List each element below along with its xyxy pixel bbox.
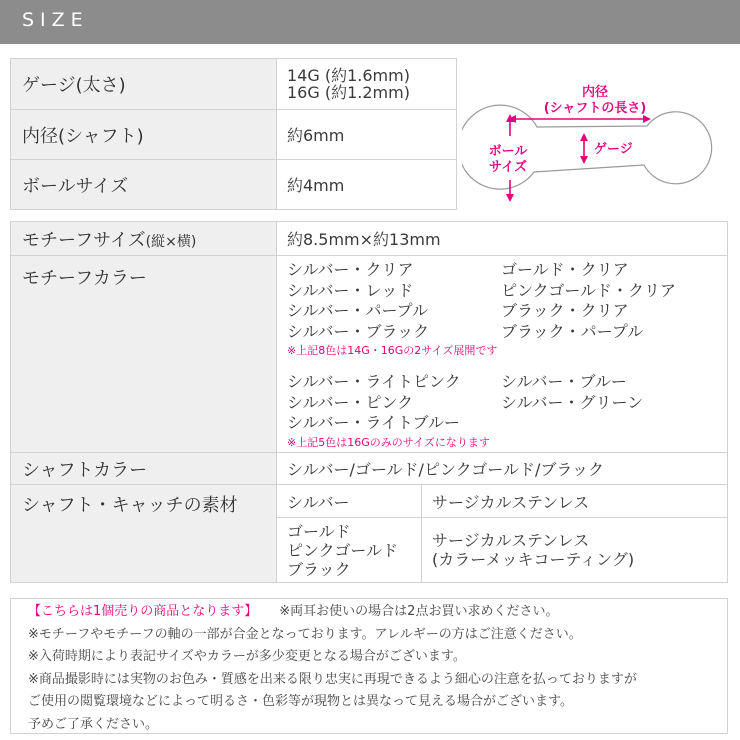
diagram-ball-text-line2: サイズ — [489, 160, 527, 175]
color-item: ブラック・パープル — [501, 321, 644, 341]
color-item: シルバー・レッド — [287, 280, 414, 300]
gauge-row — [11, 59, 457, 110]
material-color-other — [277, 518, 422, 583]
color-group-2-left — [287, 372, 501, 434]
notice-line-4: ※商品撮影時には実物のお色み・質感を出来る限り忠実に再現できるよう細心の注意を払っておりますが — [28, 671, 637, 687]
color-item: シルバー・クリア — [287, 260, 414, 279]
color-group-1-left — [287, 260, 501, 342]
color-note-1: ※上記8色は14G・16Gの2サイズ展開です — [287, 344, 498, 357]
shaft-label: 内径(シャフト) — [11, 110, 277, 160]
notice-line-2: ※モチーフやモチーフの軸の一部が合金となっております。アレルギーの方はご注意ください。 — [28, 626, 582, 642]
motif-size-label-main: モチーフサイズ — [22, 229, 146, 251]
gauge-value — [277, 59, 457, 110]
color-item: シルバー・ブラック — [287, 321, 430, 341]
color-group-1-right — [501, 260, 676, 342]
color-group-2-right — [501, 372, 643, 434]
color-item: シルバー・ブルー — [501, 372, 627, 391]
gauge-value-16g: 16G (約1.2mm) — [287, 83, 410, 102]
color-item: シルバー・ライトブルー — [287, 413, 460, 432]
color-item: ゴールド・クリア — [501, 260, 629, 279]
gauge-value-14g: 14G (約1.6mm) — [287, 66, 410, 85]
basic-spec-table — [10, 58, 457, 210]
diagram-shaft-length-text: (シャフトの長さ) — [543, 101, 647, 116]
color-item: シルバー・ピンク — [287, 392, 414, 412]
shaft-color-row — [11, 453, 728, 485]
material-item: (カラーメッキコーティング) — [432, 550, 635, 569]
size-header — [0, 0, 740, 44]
diagram-ball-text-line1: ボール — [488, 144, 528, 159]
gauge-label: ゲージ(太さ) — [11, 59, 277, 110]
material-color-item: ゴールド — [287, 521, 351, 541]
barbell-diagram — [462, 80, 732, 210]
shaft-color-value: シルバー/ゴールド/ピンクゴールド/ブラック — [277, 453, 728, 485]
color-item: ピンクゴールド・クリア — [501, 280, 677, 300]
pair-notice: ※両耳お使いの場合は2点お買い求めください。 — [279, 604, 559, 619]
material-color-silver: シルバー — [277, 485, 422, 518]
material-row — [11, 485, 728, 518]
material-item: サージカルステンレス — [432, 531, 590, 550]
ball-label: ボールサイズ — [11, 160, 277, 210]
color-group-1 — [287, 260, 727, 342]
ball-value: 約4mm — [277, 160, 457, 210]
color-group-2 — [287, 372, 727, 434]
material-silver: サージカルステンレス — [422, 485, 728, 518]
material-color-item: ピンクゴールド — [287, 540, 399, 560]
notice-line-3: ※入荷時期により表記サイズやカラーが多少変更となる場合がございます。 — [28, 649, 466, 664]
ball-row — [11, 160, 457, 210]
color-note-2: ※上記5色は16Gのみのサイズになります — [287, 435, 490, 449]
header-title: SIZE — [22, 9, 89, 31]
material-color-item: ブラック — [287, 559, 351, 579]
motif-size-row — [11, 222, 728, 256]
motif-size-label-small: (縦×横) — [145, 233, 197, 250]
color-item: ブラック・クリア — [501, 301, 629, 320]
diagram-gauge-text: ゲージ — [594, 142, 633, 157]
diagram-inner-diameter-text: 内径 — [581, 85, 609, 100]
shaft-color-label: シャフトカラー — [11, 453, 277, 485]
motif-size-label — [11, 222, 277, 256]
notice-line-1 — [28, 601, 727, 624]
notice-line-6: 予めご了承ください。 — [28, 716, 159, 732]
single-item-notice: 【こちらは1個売りの商品となります】 — [28, 604, 258, 619]
shaft-row — [11, 110, 457, 160]
shaft-value: 約6mm — [277, 110, 457, 160]
motif-color-row — [11, 256, 728, 453]
motif-color-list — [277, 256, 728, 453]
motif-size-value: 約8.5mm×約13mm — [277, 222, 728, 256]
color-item: シルバー・ライトピンク — [287, 372, 461, 391]
notice-box — [10, 598, 728, 734]
color-item: シルバー・グリーン — [501, 392, 644, 412]
color-item: シルバー・パープル — [287, 301, 429, 320]
material-label: シャフト・キャッチの素材 — [11, 485, 277, 583]
motif-color-label: モチーフカラー — [11, 256, 277, 453]
material-other — [422, 518, 728, 583]
notice-line-5: ご使用の閲覧環境などによって明るさ・色彩等が現物とは異なって見える場合がございます。 — [28, 694, 573, 709]
detail-spec-table — [10, 221, 728, 583]
